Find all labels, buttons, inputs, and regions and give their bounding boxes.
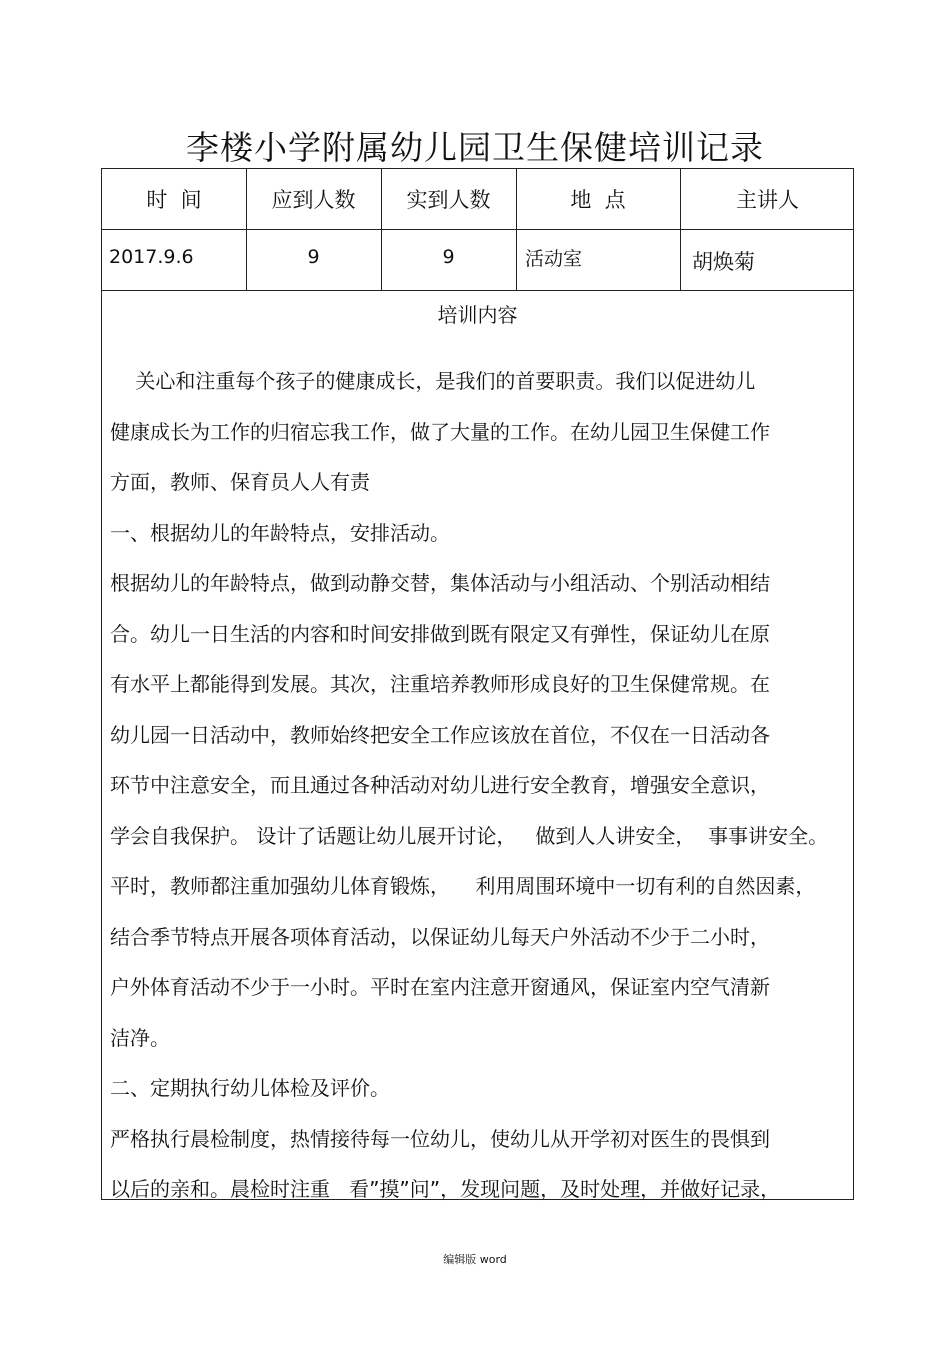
page-footer: 编辑版 word — [443, 1253, 507, 1266]
content-line: 关心和注重每个孩子的健康成长，是我们的首要职责。我们以促进幼儿 — [110, 369, 756, 393]
table-divider — [102, 290, 853, 291]
content-line: 健康成长为工作的归宿忘我工作，做了大量的工作。在幼儿园卫生保健工作 — [110, 419, 770, 444]
content-line: 洁净。 — [110, 1025, 170, 1050]
content-line: 结合季节特点开展各项体育活动，以保证幼儿每天户外活动不少于二小时， — [110, 924, 770, 949]
content-line: 方面，教师、保育员人人有责 — [110, 470, 370, 494]
content-line: 幼儿园一日活动中，教师始终把安全工作应该放在首位，不仅在一日活动各 — [110, 722, 770, 747]
record-actual-count: 9 — [442, 246, 455, 268]
section-heading: 一、根据幼儿的年龄特点，安排活动。 — [110, 520, 450, 545]
section-heading: 二、定期执行幼儿体检及评价。 — [110, 1076, 390, 1100]
content-line: 环节中注意安全，而且通过各种活动对幼儿进行安全教育，增强安全意识， — [110, 773, 770, 797]
training-content-body — [110, 356, 850, 1215]
table-divider — [102, 229, 853, 230]
record-expected-count: 9 — [307, 246, 320, 268]
header-expected-count: 应到人数 — [271, 188, 356, 212]
content-line: 学会自我保护。 设计了话题让幼儿展开讨论， 做到人人讲安全， 事事讲安全。 — [110, 823, 829, 848]
content-line: 平时，教师都注重加强幼儿体育锻炼， 利用周围环境中一切有利的自然因素， — [110, 874, 816, 898]
training-record-table — [101, 168, 854, 1200]
header-actual-count: 实到人数 — [406, 188, 491, 212]
content-line: 严格执行晨检制度，热情接待每一位幼儿，使幼儿从开学初对医生的畏惧到 — [110, 1126, 770, 1151]
content-line: 有水平上都能得到发展。其次，注重培养教师形成良好的卫生保健常规。在 — [110, 672, 770, 696]
header-speaker: 主讲人 — [736, 188, 799, 212]
header-time: 时 间 — [146, 188, 202, 212]
training-content-heading: 培训内容 — [437, 303, 518, 327]
content-line: 户外体育活动不少于一小时。平时在室内注意开窗通风，保证室内空气清新 — [110, 975, 770, 999]
record-location: 活动室 — [525, 248, 583, 270]
header-location: 地 点 — [570, 188, 626, 212]
content-line: 合。幼儿一日生活的内容和时间安排做到既有限定又有弹性，保证幼儿在原 — [110, 621, 770, 646]
document-title: 李楼小学附属幼儿园卫生保健培训记录 — [186, 128, 764, 167]
record-speaker: 胡焕菊 — [692, 250, 755, 274]
content-line: 根据幼儿的年龄特点，做到动静交替，集体活动与小组活动、个别活动相结 — [110, 571, 770, 595]
record-date: 2017.9.6 — [109, 246, 194, 268]
content-line: 以后的亲和。晨检时注重 看”摸”问”，发现问题，及时处理，并做好记录， — [110, 1177, 781, 1201]
